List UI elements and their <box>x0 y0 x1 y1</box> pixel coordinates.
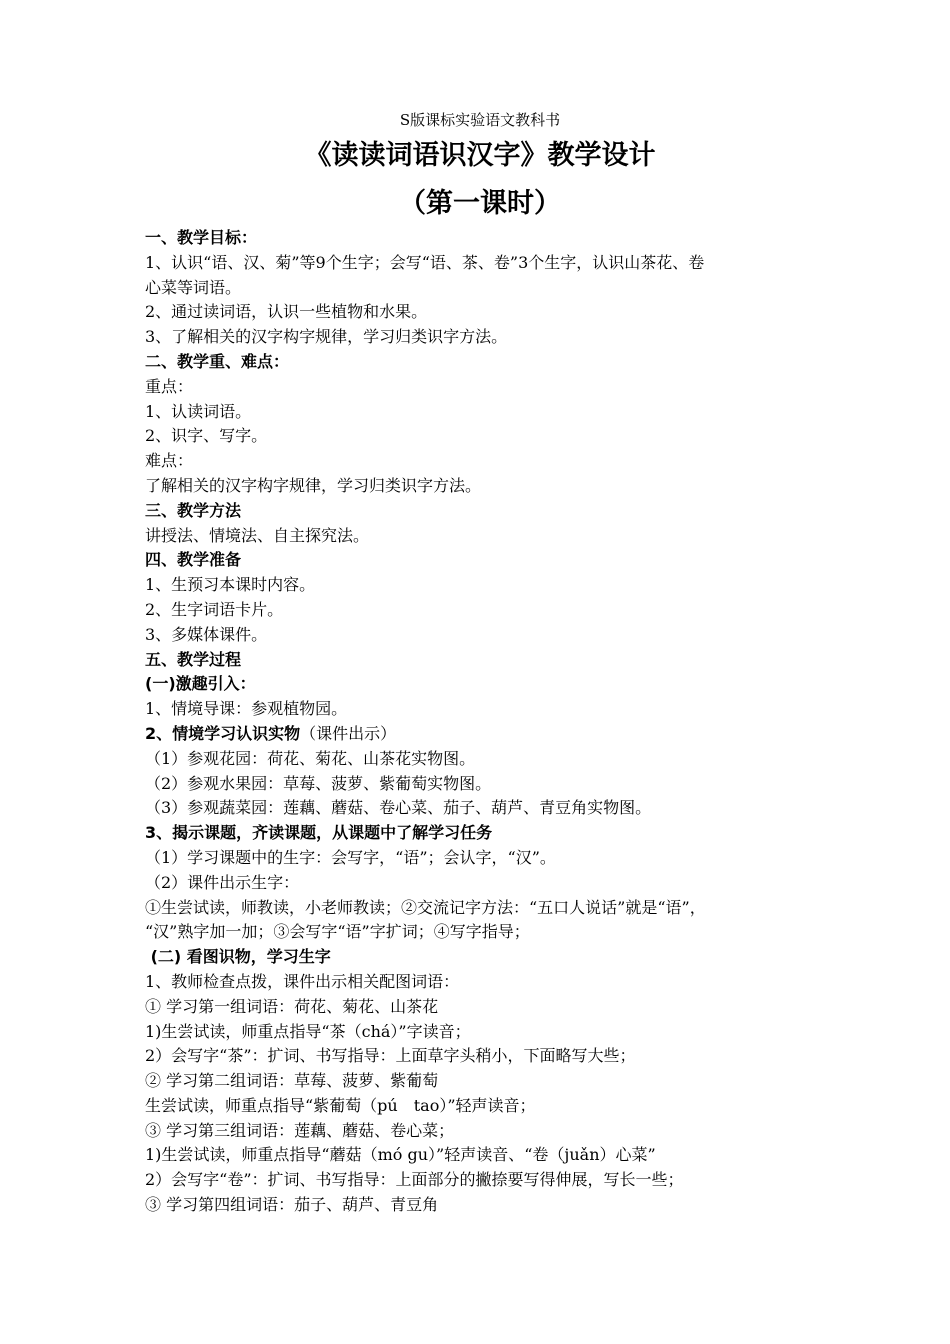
body-text-line <box>145 1168 815 1193</box>
line-text: 3、揭示课题，齐读课题，从课题中了解学习任务 <box>145 823 493 843</box>
line-text: 3、了解相关的汉字构字规律，学习归类识字方法。 <box>145 327 508 347</box>
line-text: 2）会写字“茶”：扩词、书写指导：上面草字头稍小，下面略写大些； <box>145 1046 636 1066</box>
line-text: 难点： <box>145 451 194 471</box>
series-title: S版课标实验语文教科书 <box>399 111 561 129</box>
document-page <box>145 110 815 1218</box>
line-text: ①生尝试读，师教读，小老师教读；②交流记字方法：“五口人说话”就是“语”， <box>145 897 706 917</box>
section-heading <box>145 648 815 673</box>
body-text-line <box>145 251 815 276</box>
body-text-line <box>145 573 815 598</box>
section-heading <box>145 548 815 573</box>
line-text: (二) 看图识物，学习生字 <box>145 947 331 967</box>
line-text: 2、通过读词语，认识一些植物和水果。 <box>145 302 428 322</box>
line-text: 1、教师检查点拨，课件出示相关配图词语： <box>145 971 460 991</box>
line-text: 一、教学目标： <box>145 228 258 247</box>
body-text-line <box>145 1020 815 1045</box>
section-heading <box>145 350 815 375</box>
section-heading <box>145 722 815 747</box>
line-text: 二、教学重、难点： <box>145 351 290 371</box>
body-text-line <box>145 449 815 474</box>
line-text: 1、认识“语、汉、菊”等9个生字；会写“语、茶、卷”3个生字，认识山茶花、卷 <box>145 252 705 272</box>
line-text: 3、多媒体课件。 <box>145 624 268 644</box>
line-text: 2）会写字“卷”：扩词、书写指导：上面部分的撇捺要写得伸展，写长一些； <box>145 1170 684 1190</box>
line-text: （1）参观花园：荷花、菊花、山茶花实物图。 <box>145 748 476 768</box>
line-text: （1）学习课题中的生字：会写字，“语”；会认字，“汉”。 <box>145 847 556 867</box>
body-text-line <box>145 1143 815 1168</box>
body-text-line <box>145 747 815 772</box>
body-text-line <box>145 598 815 623</box>
body-text-line <box>145 920 815 945</box>
line-text: 心菜等词语。 <box>145 277 242 297</box>
section-heading <box>145 672 815 697</box>
body-text-line <box>145 846 815 871</box>
body-text-line <box>145 623 815 648</box>
body-text-line <box>145 524 815 549</box>
body-text-line <box>145 325 815 350</box>
body-text-line <box>145 375 815 400</box>
line-text: （2）课件出示生字： <box>145 872 300 892</box>
line-text: （2）参观水果园：草莓、菠萝、紫葡萄实物图。 <box>145 773 492 793</box>
body-text-line <box>145 1119 815 1144</box>
body-text-line <box>145 1044 815 1069</box>
body-text-line <box>145 400 815 425</box>
body-text-line <box>145 1193 815 1218</box>
line-text: ③ 学习第三组词语：莲藕、蘑菇、卷心菜； <box>145 1120 455 1140</box>
line-text: 1、认读词语。 <box>145 401 252 421</box>
document-title: 《读读词语识汉字》教学设计 <box>304 140 656 171</box>
section-heading <box>145 226 815 251</box>
line-text: 了解相关的汉字构字规律，学习归类识字方法。 <box>145 475 482 495</box>
document-subtitle: （第一课时） <box>399 188 561 219</box>
body-text-line <box>145 276 815 301</box>
body-text-line <box>145 995 815 1020</box>
line-text: (一)激趣引入： <box>145 674 256 694</box>
body-text-line <box>145 474 815 499</box>
body-text-line <box>145 697 815 722</box>
line-text: 1、情境导课：参观植物园。 <box>145 699 348 719</box>
line-text: 五、教学过程 <box>145 649 242 669</box>
line-text: 重点： <box>145 376 194 396</box>
body-text-line <box>145 300 815 325</box>
line-text: 1)生尝试读，师重点指导“茶（chá）”字读音； <box>145 1021 471 1041</box>
line-suffix: （课件出示） <box>300 723 397 743</box>
body-text-line <box>145 970 815 995</box>
line-text: 四、教学准备 <box>145 550 242 570</box>
body-text-line <box>145 796 815 821</box>
line-text: 2、生字词语卡片。 <box>145 599 284 619</box>
line-text: 生尝试读，师重点指导“紫葡萄（pú tao）”轻声读音； <box>145 1095 536 1115</box>
line-text: 讲授法、情境法、自主探究法。 <box>145 525 370 545</box>
body-text-line <box>145 424 815 449</box>
section-heading <box>145 499 815 524</box>
line-text: ② 学习第二组词语：草莓、菠萝、紫葡萄 <box>145 1071 439 1091</box>
body-text-line <box>145 871 815 896</box>
section-heading <box>145 821 815 846</box>
line-text: 2、情境学习认识实物 <box>145 723 301 743</box>
line-text: ③ 学习第四组词语：茄子、葫芦、青豆角 <box>145 1195 439 1215</box>
line-text: ① 学习第一组词语：荷花、菊花、山茶花 <box>145 996 439 1016</box>
body-text-line <box>145 896 815 921</box>
body-text-line <box>145 1094 815 1119</box>
line-text: “汉”熟字加一加；③会写字“语”字扩词；④写字指导； <box>145 922 530 942</box>
body-text-line <box>145 1069 815 1094</box>
line-text: 2、识字、写字。 <box>145 426 268 446</box>
document-body <box>145 226 815 1218</box>
line-text: 1、生预习本课时内容。 <box>145 575 316 595</box>
line-text: 三、教学方法 <box>145 500 242 520</box>
line-text: 1)生尝试读，师重点指导“蘑菇（mó gu）”轻声读音、“卷（juǎn）心菜” <box>145 1145 656 1165</box>
body-text-line <box>145 772 815 797</box>
line-text: （3）参观蔬菜园：莲藕、蘑菇、卷心菜、茄子、葫芦、青豆角实物图。 <box>145 798 652 818</box>
section-heading <box>145 945 815 970</box>
